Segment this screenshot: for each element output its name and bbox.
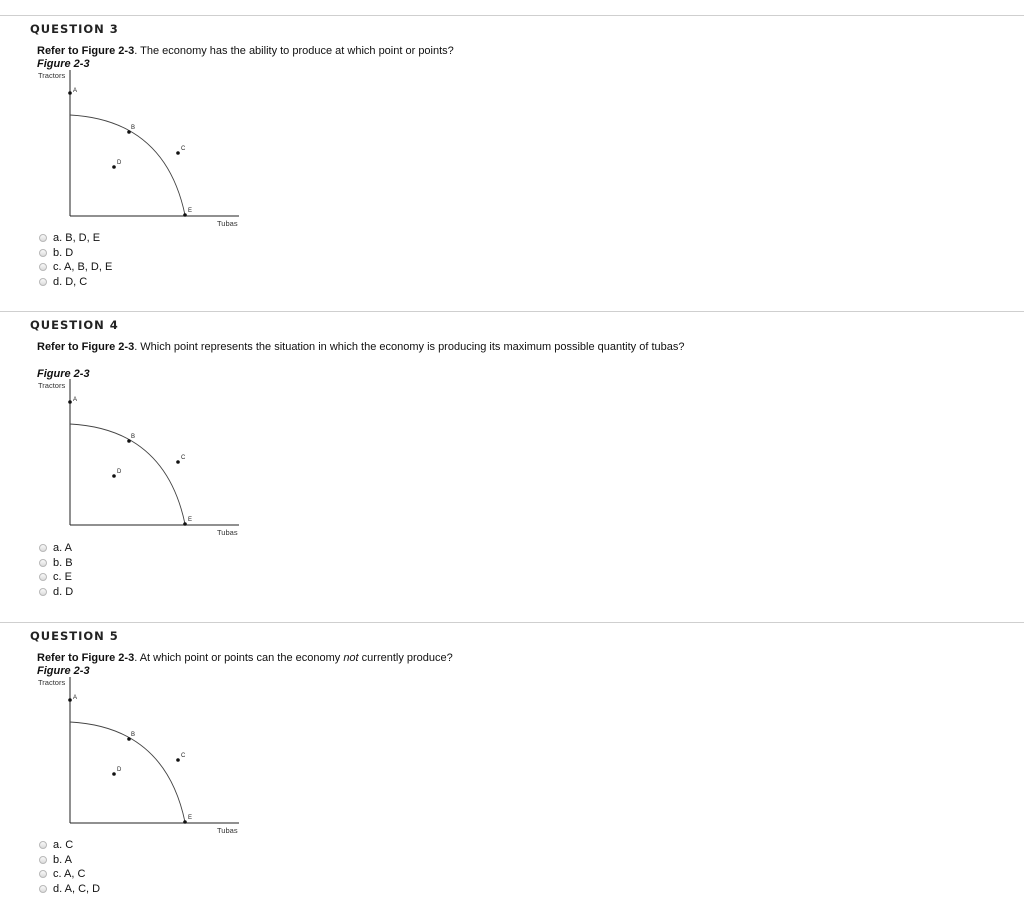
point-b-label: B	[131, 434, 136, 440]
y-axis-label: Tractors	[38, 71, 66, 80]
point-d-dot	[112, 474, 116, 478]
option-d[interactable]	[39, 585, 73, 600]
point-e-dot	[183, 522, 187, 526]
prompt-text: . Which point represents the situation in which the economy is producing its maximum possible quantity of tubas?	[134, 341, 685, 353]
question-heading: QUESTION 4	[30, 318, 119, 332]
x-axis-label: Tubas	[217, 826, 238, 835]
ppf-curve	[70, 424, 185, 524]
answer-options	[39, 231, 112, 289]
figure-label: Figure 2-3	[37, 665, 90, 677]
figure-label: Figure 2-3	[37, 368, 90, 380]
radio-button[interactable]	[39, 573, 47, 581]
question-prompt	[37, 652, 453, 664]
point-c-dot	[176, 758, 180, 762]
radio-button[interactable]	[39, 841, 47, 849]
ppf-diagram	[60, 70, 245, 228]
question-prompt	[37, 45, 454, 57]
option-label: c. A, C	[53, 868, 86, 881]
prompt-text-end: currently produce?	[358, 652, 453, 664]
radio-button[interactable]	[39, 278, 47, 286]
point-c-label: C	[181, 146, 186, 152]
option-a[interactable]	[39, 231, 112, 246]
question-heading: QUESTION 3	[30, 22, 119, 36]
question-4	[0, 311, 1024, 623]
radio-button[interactable]	[39, 856, 47, 864]
point-d-dot	[112, 772, 116, 776]
option-label: a. C	[53, 839, 74, 852]
y-axis-label: Tractors	[38, 381, 66, 390]
option-label: b. A	[53, 853, 72, 866]
point-d-label: D	[117, 469, 122, 475]
option-b[interactable]	[39, 556, 73, 571]
question-heading: QUESTION 5	[30, 629, 119, 643]
prompt-text: . The economy has the ability to produce at which point or points?	[134, 45, 454, 57]
point-a-label: A	[73, 88, 78, 94]
ppf-diagram	[60, 379, 245, 537]
option-label: d. D	[53, 585, 74, 598]
option-c[interactable]	[39, 570, 73, 585]
option-d[interactable]	[39, 275, 112, 290]
option-b[interactable]	[39, 246, 112, 261]
y-axis-label: Tractors	[38, 678, 66, 687]
option-c[interactable]	[39, 867, 100, 882]
option-label: d. D, C	[53, 275, 88, 288]
ppf-figure	[60, 70, 245, 228]
point-c-dot	[176, 151, 180, 155]
point-c-label: C	[181, 753, 186, 759]
point-d-label: D	[117, 160, 122, 166]
option-label: b. D	[53, 246, 74, 259]
radio-button[interactable]	[39, 263, 47, 271]
radio-button[interactable]	[39, 885, 47, 893]
figure-reference: Refer to Figure 2-3	[37, 341, 135, 353]
answer-options	[39, 838, 100, 896]
radio-button[interactable]	[39, 559, 47, 567]
figure-label: Figure 2-3	[37, 58, 90, 70]
ppf-figure	[60, 677, 245, 835]
point-a-dot	[68, 698, 72, 702]
option-a[interactable]	[39, 541, 73, 556]
point-c-dot	[176, 460, 180, 464]
question-prompt	[37, 341, 684, 353]
x-axis-label: Tubas	[217, 528, 238, 537]
prompt-text: . At which point or points can the economy	[134, 652, 344, 664]
ppf-curve	[70, 722, 185, 822]
option-b[interactable]	[39, 853, 100, 868]
option-label: b. B	[53, 556, 73, 569]
x-axis-label: Tubas	[217, 219, 238, 228]
option-label: c. A, B, D, E	[53, 261, 113, 274]
figure-reference: Refer to Figure 2-3	[37, 652, 135, 664]
point-d-label: D	[117, 767, 122, 773]
answer-options	[39, 541, 73, 599]
ppf-diagram	[60, 677, 245, 835]
option-label: d. A, C, D	[53, 882, 101, 895]
point-e-dot	[183, 213, 187, 217]
question-5	[0, 622, 1024, 898]
radio-button[interactable]	[39, 249, 47, 257]
point-b-label: B	[131, 125, 136, 131]
question-3	[0, 15, 1024, 312]
figure-reference: Refer to Figure 2-3	[37, 45, 135, 57]
option-a[interactable]	[39, 838, 100, 853]
option-label: a. B, D, E	[53, 232, 101, 245]
point-d-dot	[112, 165, 116, 169]
point-a-dot	[68, 400, 72, 404]
prompt-emphasis: not	[343, 652, 359, 664]
point-e-dot	[183, 820, 187, 824]
ppf-figure	[60, 379, 245, 537]
ppf-curve	[70, 115, 185, 215]
point-a-dot	[68, 91, 72, 95]
point-a-label: A	[73, 695, 78, 701]
point-e-label: E	[188, 815, 193, 821]
option-label: a. A	[53, 542, 72, 555]
point-a-label: A	[73, 397, 78, 403]
option-d[interactable]	[39, 882, 100, 897]
radio-button[interactable]	[39, 544, 47, 552]
point-e-label: E	[188, 517, 193, 523]
point-b-label: B	[131, 732, 136, 738]
radio-button[interactable]	[39, 588, 47, 596]
point-e-label: E	[188, 208, 193, 214]
option-c[interactable]	[39, 260, 112, 275]
option-label: c. E	[53, 571, 72, 584]
radio-button[interactable]	[39, 870, 47, 878]
radio-button[interactable]	[39, 234, 47, 242]
point-c-label: C	[181, 455, 186, 461]
